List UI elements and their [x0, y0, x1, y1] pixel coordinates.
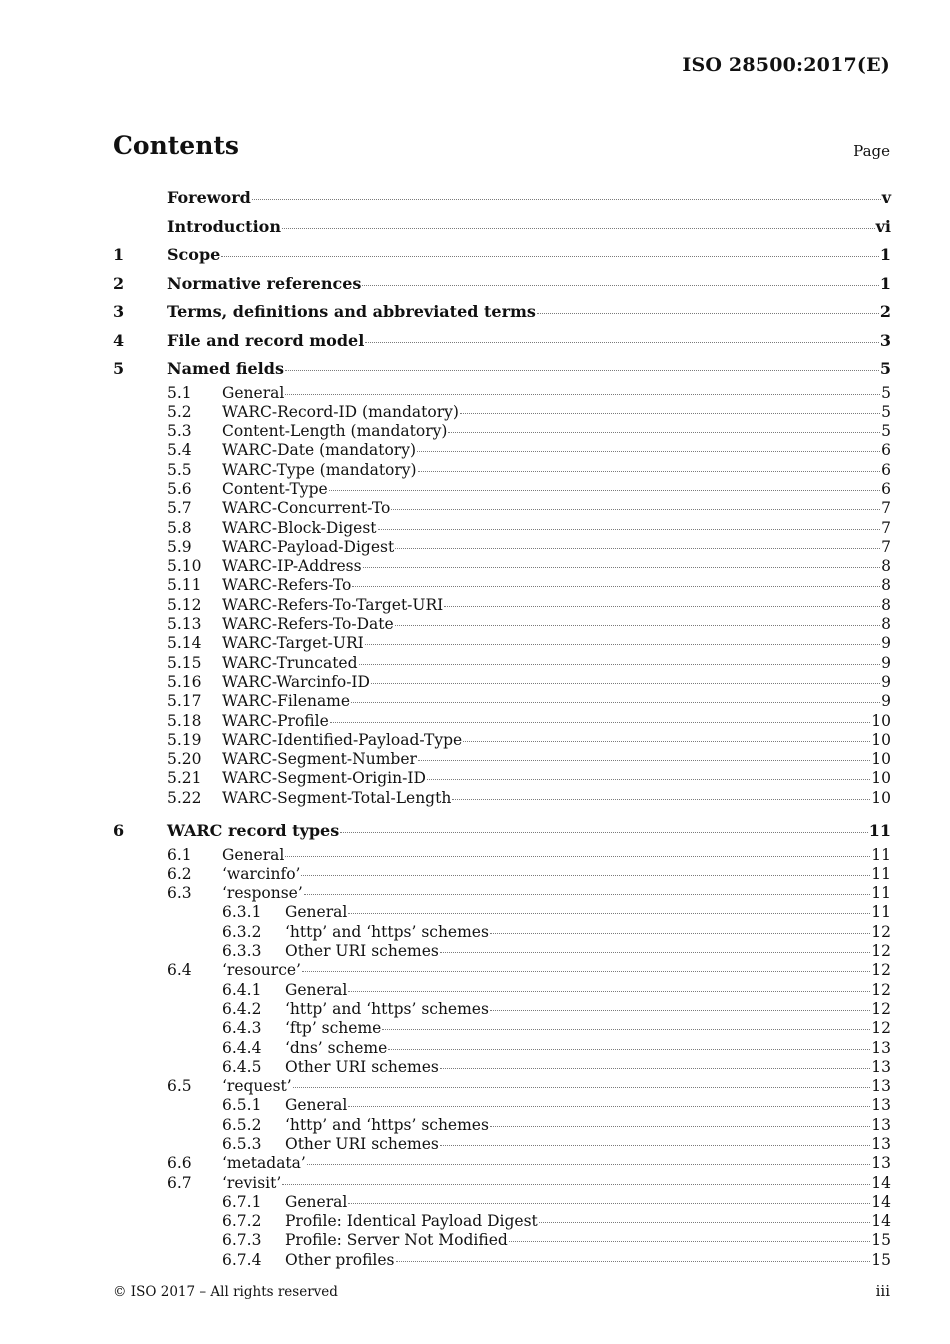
toc-dot-leader	[282, 1183, 870, 1185]
toc-entry-page: 12	[871, 1019, 891, 1038]
toc-entry-number: 6.5	[167, 1077, 192, 1096]
toc-entry-label: WARC-Filename	[222, 692, 351, 711]
toc-entry-label: Other URI schemes	[285, 942, 439, 961]
toc-entry-label: Profile: Identical Payload Digest	[285, 1212, 538, 1231]
footer-copyright: © ISO 2017 – All rights reserved	[113, 1284, 338, 1300]
toc-entry-label: ‘http’ and ‘https’ schemes	[285, 1115, 489, 1134]
toc-entry-page: 10	[871, 788, 891, 807]
toc-entry[interactable]	[113, 942, 891, 961]
toc-entry[interactable]	[113, 1154, 891, 1173]
toc-entry[interactable]	[113, 241, 891, 270]
toc-dot-leader	[348, 1202, 870, 1204]
toc-entry-label: WARC-Segment-Number	[222, 750, 417, 769]
toc-entry[interactable]	[113, 298, 891, 327]
toc-entry-number: 5.7	[167, 499, 192, 518]
toc-entry-label: Profile: Server Not Modified	[285, 1231, 508, 1250]
toc-dot-leader	[348, 1105, 870, 1107]
toc-entry-page: 7	[881, 537, 891, 556]
toc-entry[interactable]	[113, 1019, 891, 1038]
toc-entry[interactable]	[113, 1193, 891, 1212]
toc-dot-leader	[440, 951, 870, 953]
toc-dot-leader	[395, 547, 880, 549]
toc-dot-leader	[301, 874, 870, 876]
toc-entry-page: 13	[871, 1057, 891, 1076]
toc-dot-leader	[490, 1009, 870, 1011]
toc-entry-number: 6.4.1	[222, 980, 262, 999]
toc-entry-label: ‘dns’ scheme	[285, 1038, 388, 1057]
toc-dot-leader	[417, 450, 880, 452]
toc-entry-number: 3	[113, 302, 125, 321]
toc-entry[interactable]	[113, 1058, 891, 1077]
toc-dot-leader	[371, 682, 880, 684]
toc-entry[interactable]	[113, 817, 891, 846]
toc-dot-leader	[463, 740, 870, 742]
toc-entry-page: 8	[881, 576, 891, 595]
toc-entry-page: 7	[881, 518, 891, 537]
toc-dot-leader	[352, 585, 880, 587]
toc-entry-page: 5	[881, 422, 891, 441]
toc-entry-number: 6.4.4	[222, 1038, 262, 1057]
toc-entry-label: General	[222, 845, 285, 864]
toc-entry[interactable]	[113, 846, 891, 865]
toc-entry-page: 1	[879, 245, 891, 264]
toc-entry-label: Content-Length (mandatory)	[222, 422, 448, 441]
toc-entry[interactable]	[113, 538, 891, 557]
toc-entry-label: WARC-Block-Digest	[222, 518, 377, 537]
toc-entry[interactable]	[113, 403, 891, 422]
toc-entry[interactable]	[113, 557, 891, 576]
toc-entry-number: 5.12	[167, 595, 202, 614]
toc-entry[interactable]	[113, 270, 891, 299]
toc-entry-label: Introduction	[167, 216, 281, 236]
toc-entry-label: WARC-Refers-To	[222, 576, 352, 595]
toc-dot-leader	[302, 970, 870, 972]
toc-entry-number: 6.4.5	[222, 1057, 262, 1076]
toc-dot-leader	[537, 312, 879, 314]
toc-entry-page: vi	[875, 216, 891, 236]
toc-entry[interactable]	[113, 441, 891, 460]
toc-entry-label: Other URI schemes	[285, 1134, 439, 1153]
toc-dot-leader	[440, 1144, 870, 1146]
toc-entry[interactable]	[113, 789, 891, 808]
toc-entry-number: 6.3	[167, 884, 192, 903]
toc-entry[interactable]	[113, 750, 891, 769]
toc-entry-label: WARC-IP-Address	[222, 557, 362, 576]
toc-dot-leader	[444, 605, 880, 607]
toc-dot-leader	[304, 893, 871, 895]
toc-entry-number: 6.5.2	[222, 1115, 262, 1134]
toc-entry-page: 8	[881, 557, 891, 576]
toc-entry-number: 6.3.1	[222, 903, 262, 922]
toc-entry-number: 5.14	[167, 634, 202, 653]
toc-entry-number: 5.1	[167, 383, 192, 402]
toc-entry-page: 9	[881, 634, 891, 653]
toc-entry[interactable]	[113, 903, 891, 922]
toc-entry-number: 6.5.1	[222, 1096, 262, 1115]
toc-dot-leader	[307, 1163, 870, 1165]
toc-entry-page: 9	[881, 692, 891, 711]
toc-entry[interactable]	[113, 923, 891, 942]
toc-entry[interactable]	[113, 461, 891, 480]
toc-entry[interactable]	[113, 1039, 891, 1058]
toc-dot-leader	[293, 1086, 871, 1088]
toc-dot-leader	[351, 701, 880, 703]
toc-dot-leader	[418, 759, 870, 761]
toc-entry-page: 12	[871, 942, 891, 961]
toc-dot-leader	[285, 855, 870, 857]
toc-dot-leader	[363, 566, 881, 568]
toc-entry-label: ‘http’ and ‘https’ schemes	[285, 999, 489, 1018]
toc-entry-page: 14	[871, 1212, 891, 1231]
toc-dot-leader	[348, 912, 870, 914]
toc-entry[interactable]	[113, 1174, 891, 1193]
toc-dot-leader	[362, 284, 878, 286]
toc-dot-leader	[221, 255, 879, 257]
toc-entry-number: 5.21	[167, 769, 202, 788]
toc-entry[interactable]	[113, 1116, 891, 1135]
toc-dot-leader	[330, 721, 871, 723]
toc-entry-label: General	[222, 383, 285, 402]
toc-entry-label: Other URI schemes	[285, 1057, 439, 1076]
toc-entry-label: Scope	[167, 245, 221, 264]
toc-entry-number: 5.11	[167, 576, 202, 595]
toc-entry[interactable]	[113, 1000, 891, 1019]
toc-entry[interactable]	[113, 769, 891, 788]
toc-entry-page: 14	[871, 1173, 891, 1192]
toc-entry[interactable]	[113, 213, 891, 242]
toc-entry-label: WARC-Refers-To-Date	[222, 615, 394, 634]
toc-entry-label: ‘http’ and ‘https’ schemes	[285, 922, 489, 941]
toc-entry[interactable]	[113, 499, 891, 518]
toc-entry-page: 13	[871, 1077, 891, 1096]
toc-entry-page: 8	[881, 615, 891, 634]
toc-dot-leader	[348, 990, 870, 992]
toc-entry-number: 6.1	[167, 845, 192, 864]
toc-entry-number: 2	[113, 273, 125, 293]
toc-entry-page: 10	[871, 730, 891, 749]
toc-entry-label: Named fields	[167, 359, 284, 378]
page-title: Contents	[113, 131, 240, 160]
toc-entry-label: WARC-Segment-Origin-ID	[222, 769, 426, 788]
toc-entry-page: 12	[871, 999, 891, 1018]
toc-dot-leader	[396, 1260, 871, 1262]
toc-entry-number: 5.16	[167, 672, 202, 691]
toc-entry-label: ‘response’	[222, 884, 303, 903]
toc-entry-number: 5.2	[167, 402, 192, 421]
toc-dot-leader	[282, 227, 875, 229]
toc-entry-number: 6.7.4	[222, 1250, 262, 1269]
toc-entry-number: 5.22	[167, 788, 202, 807]
toc-entry-page: 3	[879, 330, 891, 350]
toc-dot-leader	[359, 663, 881, 665]
toc-entry-number: 5.15	[167, 653, 202, 672]
toc-entry-label: WARC-Payload-Digest	[222, 537, 395, 556]
toc-dot-leader	[490, 932, 870, 934]
toc-dot-leader	[378, 528, 881, 530]
toc-entry-page: 11	[871, 903, 891, 922]
toc-entry-page: 9	[881, 672, 891, 691]
toc-entry[interactable]	[113, 673, 891, 692]
toc-dot-leader	[252, 198, 881, 200]
toc-entry-page: 2	[879, 302, 891, 321]
toc-dot-leader	[490, 1125, 870, 1127]
toc-entry[interactable]	[113, 480, 891, 499]
page-column-label: Page	[853, 142, 890, 160]
toc-dot-leader	[285, 393, 880, 395]
toc-entry[interactable]	[113, 384, 891, 403]
toc-entry-page: 5	[881, 402, 891, 421]
toc-entry[interactable]	[113, 327, 891, 356]
toc-entry[interactable]	[113, 422, 891, 441]
toc-entry[interactable]	[113, 654, 891, 673]
toc-entry-page: v	[881, 188, 891, 207]
toc-entry-page: 13	[871, 1154, 891, 1173]
toc-entry-label: WARC-Record-ID (mandatory)	[222, 402, 459, 421]
toc-entry-page: 11	[871, 845, 891, 864]
toc-entry-number: 6.3.3	[222, 942, 262, 961]
toc-entry-number: 6.4	[167, 961, 192, 980]
toc-entry-page: 8	[881, 595, 891, 614]
toc-entry-number: 6.7.2	[222, 1212, 262, 1231]
toc-dot-leader	[539, 1221, 871, 1223]
toc-dot-leader	[365, 341, 879, 343]
toc-entry-page: 9	[881, 653, 891, 672]
toc-entry-number: 6.4.3	[222, 1019, 262, 1038]
toc-entry[interactable]	[113, 615, 891, 634]
toc-entry[interactable]	[113, 1096, 891, 1115]
toc-entry-page: 5	[881, 383, 891, 402]
toc-entry-number: 5.5	[167, 460, 192, 479]
toc-entry-label: WARC-Target-URI	[222, 634, 364, 653]
toc-dot-leader	[427, 778, 870, 780]
toc-entry-label: Terms, definitions and abbreviated terms	[167, 302, 536, 321]
toc-entry-label: ‘ftp’ scheme	[285, 1019, 382, 1038]
document-id: ISO 28500:2017(E)	[682, 54, 890, 76]
toc-entry[interactable]	[113, 692, 891, 711]
toc-entry-number: 6.5.3	[222, 1134, 262, 1153]
toc-entry-page: 6	[881, 479, 891, 498]
toc-entry-label: Content-Type	[222, 479, 328, 498]
toc-entry-page: 12	[871, 922, 891, 941]
toc-entry-page: 5	[879, 359, 891, 378]
toc-entry-number: 5.17	[167, 692, 202, 711]
toc-entry-label: ‘warcinfo’	[222, 864, 301, 883]
toc-entry-page: 10	[871, 750, 891, 769]
toc-dot-leader	[329, 489, 880, 491]
toc-dot-leader	[365, 643, 880, 645]
toc-entry-label: Foreword	[167, 188, 251, 207]
toc-entry-page: 12	[871, 980, 891, 999]
toc-entry-number: 5.9	[167, 537, 192, 556]
toc-entry-page: 15	[871, 1250, 891, 1269]
toc-entry-page: 6	[881, 460, 891, 479]
toc-dot-leader	[452, 798, 870, 800]
toc-entry-number: 5	[113, 359, 125, 378]
toc-entry[interactable]	[113, 596, 891, 615]
toc-dot-leader	[388, 1048, 870, 1050]
toc-entry-number: 5.6	[167, 479, 192, 498]
toc-entry[interactable]	[113, 981, 891, 1000]
toc-entry-page: 13	[871, 1115, 891, 1134]
toc-entry-number: 5.10	[167, 557, 202, 576]
toc-entry[interactable]	[113, 961, 891, 980]
toc-entry-page: 13	[871, 1096, 891, 1115]
toc-entry-number: 6.3.2	[222, 922, 262, 941]
toc-entry-number: 6.7.1	[222, 1192, 262, 1211]
toc-dot-leader	[440, 1067, 870, 1069]
toc-entry-number: 6.7	[167, 1173, 192, 1192]
toc-entry[interactable]	[113, 576, 891, 595]
toc-entry-number: 5.4	[167, 441, 192, 460]
toc-entry-label: Other profiles	[285, 1250, 395, 1269]
toc-dot-leader	[382, 1028, 870, 1030]
toc-entry-label: ‘request’	[222, 1077, 292, 1096]
toc-entry[interactable]	[113, 184, 891, 213]
toc-entry-page: 15	[871, 1231, 891, 1250]
toc-entry-label: WARC-Date (mandatory)	[222, 441, 417, 460]
toc-entry-label: General	[285, 903, 348, 922]
toc-entry-page: 10	[871, 769, 891, 788]
toc-entry-page: 11	[871, 884, 891, 903]
toc-entry-number: 5.18	[167, 711, 202, 730]
toc-entry-label: WARC-Segment-Total-Length	[222, 788, 452, 807]
toc-entry-label: File and record model	[167, 330, 365, 350]
toc-entry-label: General	[285, 1192, 348, 1211]
toc-entry-number: 5.13	[167, 615, 202, 634]
toc-entry-label: WARC-Truncated	[222, 653, 358, 672]
toc-entry-label: WARC record types	[167, 821, 340, 841]
toc-entry-label: ‘metadata’	[222, 1154, 306, 1173]
toc-entry[interactable]	[113, 634, 891, 653]
toc-entry[interactable]	[113, 884, 891, 903]
toc-entry-label: ‘resource’	[222, 961, 301, 980]
toc-entry[interactable]	[113, 355, 891, 384]
toc-entry[interactable]	[113, 1077, 891, 1096]
footer-page-number: iii	[875, 1282, 890, 1300]
toc-entry[interactable]	[113, 731, 891, 750]
toc-entry-page: 1	[879, 273, 891, 293]
toc-dot-leader	[395, 624, 880, 626]
toc-entry-page: 14	[871, 1192, 891, 1211]
toc-entry-page: 12	[871, 961, 891, 980]
toc-entry-number: 6.2	[167, 864, 192, 883]
toc-dot-leader	[460, 412, 880, 414]
toc-entry-label: WARC-Type (mandatory)	[222, 460, 417, 479]
toc-entry-label: ‘revisit’	[222, 1173, 282, 1192]
toc-entry-page: 10	[871, 711, 891, 730]
toc-entry[interactable]	[113, 1251, 891, 1270]
toc-entry-label: WARC-Warcinfo-ID	[222, 672, 370, 691]
toc-entry-label: WARC-Concurrent-To	[222, 499, 391, 518]
toc-entry[interactable]	[113, 865, 891, 884]
toc-entry-number: 1	[113, 245, 125, 264]
toc-entry-number: 5.19	[167, 730, 202, 749]
toc-entry[interactable]	[113, 712, 891, 731]
toc-entry-page: 13	[871, 1134, 891, 1153]
toc-entry-label: General	[285, 1096, 348, 1115]
toc-entry-page: 7	[881, 499, 891, 518]
toc-entry-page: 13	[871, 1038, 891, 1057]
toc-entry-number: 6	[113, 821, 125, 841]
toc-entry-label: Normative references	[167, 273, 362, 293]
toc-entry-number: 5.3	[167, 422, 192, 441]
toc-entry[interactable]	[113, 1135, 891, 1154]
toc-dot-leader	[391, 508, 880, 510]
toc-entry-page: 11	[868, 821, 891, 841]
toc-dot-leader	[285, 369, 879, 371]
toc-entry-number: 6.4.2	[222, 999, 262, 1018]
toc-entry-label: General	[285, 980, 348, 999]
toc-entry-number: 4	[113, 330, 125, 350]
toc-entry-page: 11	[871, 864, 891, 883]
toc-entry-label: WARC-Profile	[222, 711, 329, 730]
toc-entry-label: WARC-Refers-To-Target-URI	[222, 595, 444, 614]
toc-entry-number: 5.20	[167, 750, 202, 769]
toc-entry-number: 6.7.3	[222, 1231, 262, 1250]
toc-entry-number: 5.8	[167, 518, 192, 537]
toc-dot-leader	[418, 470, 881, 472]
toc-entry[interactable]	[113, 1212, 891, 1231]
toc-entry-page: 6	[881, 441, 891, 460]
toc-entry-number: 6.6	[167, 1154, 192, 1173]
toc-entry-label: WARC-Identified-Payload-Type	[222, 730, 463, 749]
toc-dot-leader	[448, 431, 880, 433]
toc-dot-leader	[509, 1240, 870, 1242]
toc-entry[interactable]	[113, 1231, 891, 1250]
table-of-contents	[113, 184, 891, 1270]
toc-dot-leader	[340, 831, 868, 833]
toc-entry[interactable]	[113, 519, 891, 538]
